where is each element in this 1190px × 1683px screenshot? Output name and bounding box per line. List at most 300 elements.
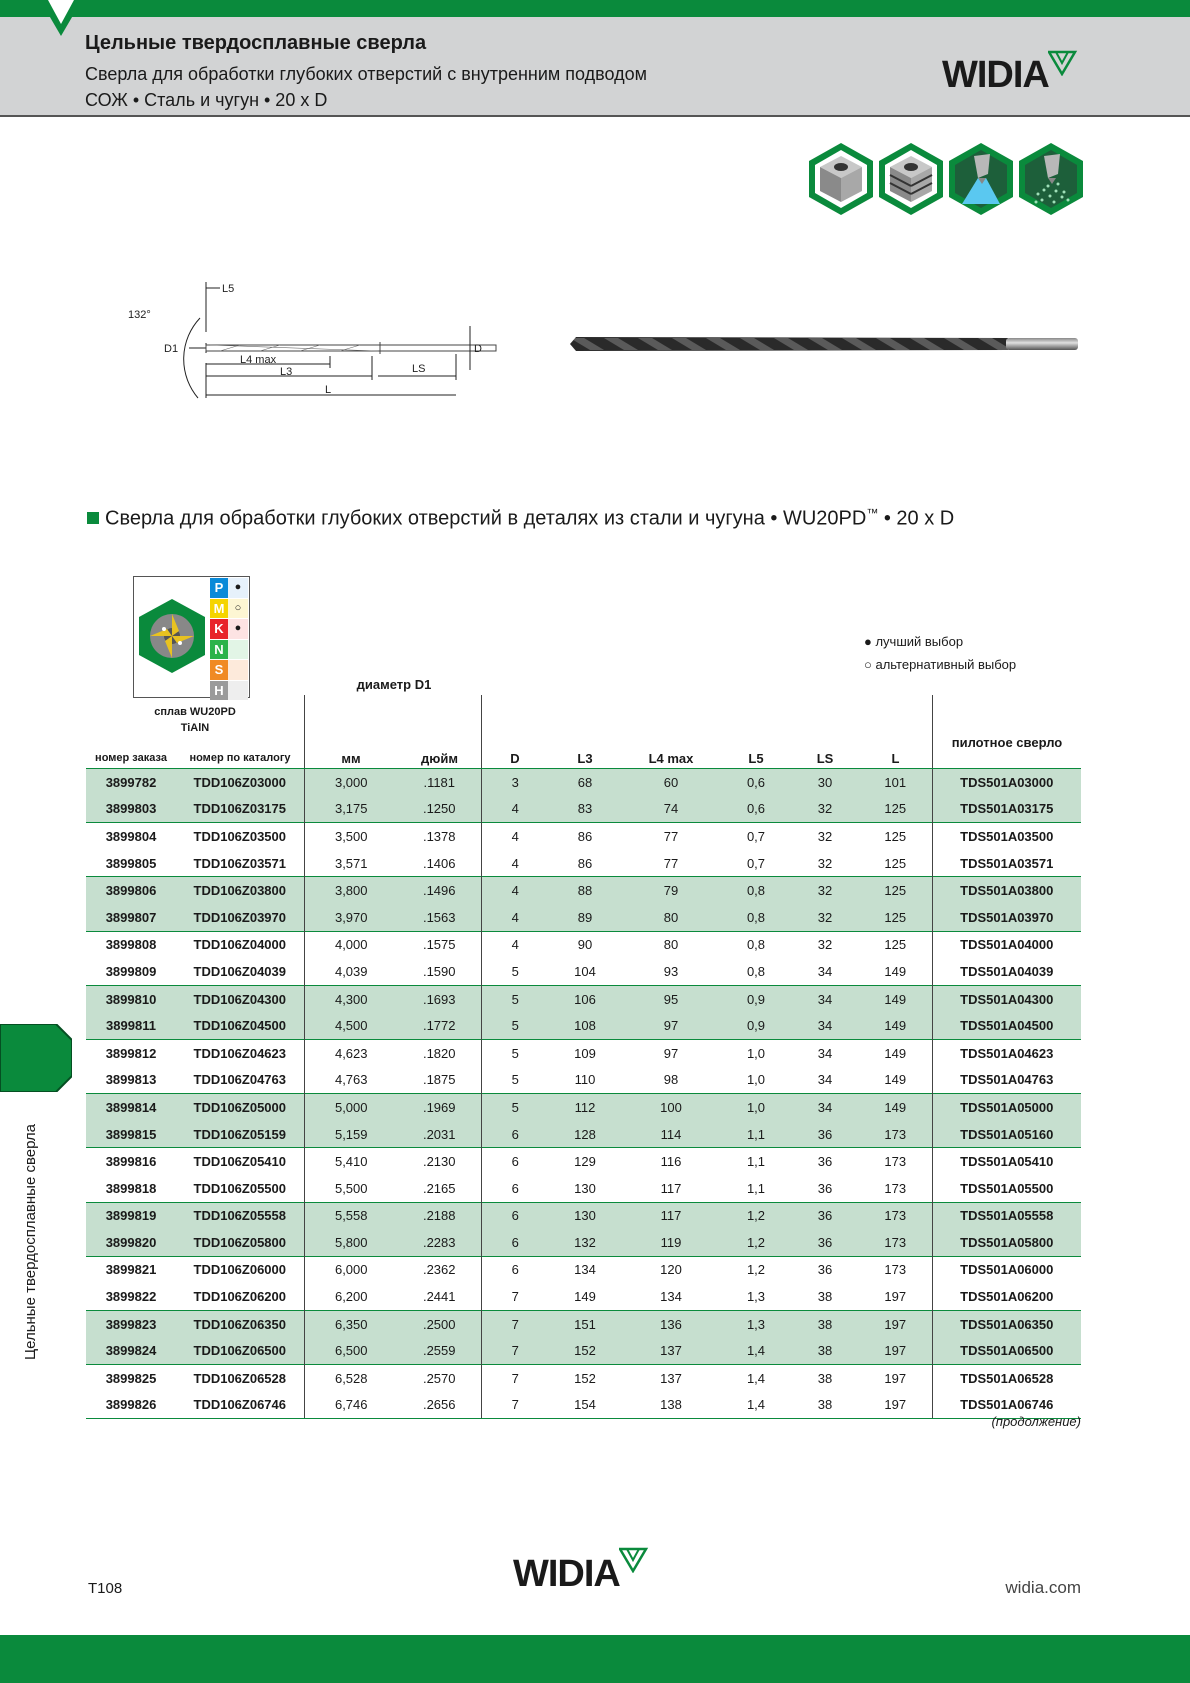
page-number: T108 xyxy=(88,1580,123,1597)
cell-l5: 0,7 xyxy=(721,823,791,850)
cell-l4max: 93 xyxy=(663,963,679,979)
cell-diameter-mm: 5,500 xyxy=(304,1175,398,1202)
cell-diameter-mm: 6,528 xyxy=(304,1365,398,1392)
col-l5: L5 xyxy=(748,751,764,766)
header-logo-text: WIDIA xyxy=(942,54,1049,96)
table-row xyxy=(86,823,1081,850)
cell-l5: 0,6 xyxy=(721,796,791,823)
cell-catalog-no: TDD106Z05500 xyxy=(193,1180,286,1196)
cell-d: 7 xyxy=(481,1365,549,1392)
cell-l4max: 74 xyxy=(621,796,721,823)
side-tab[interactable] xyxy=(0,1024,72,1092)
material-rating xyxy=(228,681,248,701)
cell-d: 5 xyxy=(481,985,549,1012)
cell-pilot-drill: TDS501A03500 xyxy=(932,823,1081,850)
cell-diameter-mm: 6,746 xyxy=(304,1392,398,1419)
table-row xyxy=(86,1012,1081,1039)
table-row xyxy=(86,931,1081,958)
cell-l4max: 137 xyxy=(621,1337,721,1364)
cell-pilot-drill: TDS501A04763 xyxy=(932,1067,1081,1094)
header-logo-mark xyxy=(1048,50,1078,76)
header-logo xyxy=(942,50,1077,100)
cell-l5: 1,3 xyxy=(746,1289,766,1305)
cell-l3: 110 xyxy=(574,1072,596,1088)
cell-l4max: 136 xyxy=(621,1310,721,1337)
cell-ls: 36 xyxy=(791,1229,859,1256)
drill-technical-drawing xyxy=(120,280,500,410)
cell-l5: 1,4 xyxy=(721,1337,791,1364)
table-row xyxy=(86,904,1081,931)
col-mm: мм xyxy=(341,751,361,766)
cell-ls: 34 xyxy=(791,985,859,1012)
cell-catalog-no: TDD106Z04623 xyxy=(176,1039,304,1066)
cell-l5: 0,8 xyxy=(721,904,791,931)
cell-d: 4 xyxy=(481,823,549,850)
cell-diameter-inch: .1820 xyxy=(398,1039,481,1066)
cell-l: 197 xyxy=(859,1392,932,1419)
cell-l5: 1,0 xyxy=(746,1072,766,1088)
cell-order-no: 3899806 xyxy=(86,877,176,904)
top-green-bar xyxy=(0,0,1190,17)
cell-diameter-inch: .2031 xyxy=(398,1121,481,1148)
cell-d: 5 xyxy=(481,1012,549,1039)
cell-order-no: 3899812 xyxy=(86,1039,176,1066)
material-row-k xyxy=(210,619,248,640)
application-icons xyxy=(808,142,1082,216)
material-row-p xyxy=(210,578,248,599)
cell-order-no: 3899803 xyxy=(86,796,176,823)
cell-d: 3 xyxy=(481,769,549,796)
section-title-trademark: ™ xyxy=(866,506,879,520)
cell-l: 197 xyxy=(859,1337,932,1364)
table-row xyxy=(86,1256,1081,1283)
col-ls: LS xyxy=(816,751,834,766)
side-tab-label: Цельные твердосплавные сверла xyxy=(22,1123,39,1360)
cell-ls: 34 xyxy=(791,1039,859,1066)
col-l: L xyxy=(891,751,900,766)
cell-l3: 151 xyxy=(549,1310,621,1337)
cell-l5: 0,8 xyxy=(721,877,791,904)
cell-diameter-mm: 3,970 xyxy=(304,904,398,931)
material-letter: H xyxy=(210,681,228,701)
cell-ls: 38 xyxy=(791,1365,859,1392)
table-row xyxy=(86,1121,1081,1148)
cell-ls: 38 xyxy=(791,1392,859,1419)
cell-l3: 130 xyxy=(549,1202,621,1229)
cell-ls: 34 xyxy=(791,1094,859,1121)
cell-ls: 32 xyxy=(791,931,859,958)
cell-ls: 38 xyxy=(791,1337,859,1364)
cell-l3: 149 xyxy=(574,1289,596,1305)
cell-d: 4 xyxy=(481,904,549,931)
cell-pilot-drill: TDS501A04300 xyxy=(932,985,1081,1012)
cell-l3: 128 xyxy=(549,1121,621,1148)
cell-diameter-mm: 3,500 xyxy=(304,823,398,850)
cell-diameter-inch: .1496 xyxy=(398,877,481,904)
material-row-m xyxy=(210,599,248,620)
material-rating xyxy=(228,660,248,680)
cell-diameter-inch: .1875 xyxy=(422,1072,456,1088)
cell-diameter-inch: .2500 xyxy=(398,1310,481,1337)
drawing-l5-label: L5 xyxy=(222,283,235,295)
cell-catalog-no: TDD106Z06500 xyxy=(176,1337,304,1364)
cell-pilot-drill: TDS501A05500 xyxy=(932,1175,1081,1202)
cell-l3: 132 xyxy=(549,1229,621,1256)
footer-logo-text: WIDIA xyxy=(513,1553,620,1595)
cell-l5: 0,6 xyxy=(721,769,791,796)
cell-l4max: 100 xyxy=(621,1094,721,1121)
cell-ls: 32 xyxy=(817,855,833,871)
cell-diameter-mm: 3,571 xyxy=(304,850,398,877)
table-row xyxy=(86,1365,1081,1392)
cell-catalog-no: TDD106Z04500 xyxy=(176,1012,304,1039)
section-title-suffix: • 20 x D xyxy=(878,507,955,530)
cell-order-no: 3899818 xyxy=(105,1180,157,1196)
cell-diameter-inch: .2165 xyxy=(422,1180,456,1196)
legend-best: ● лучший выбор xyxy=(864,634,964,649)
cell-diameter-mm: 3,000 xyxy=(304,769,398,796)
cell-diameter-inch: .2570 xyxy=(398,1365,481,1392)
bottom-green-bar xyxy=(0,1635,1190,1683)
cell-l: 149 xyxy=(859,1039,932,1066)
cell-l4max: 117 xyxy=(621,1202,721,1229)
cell-catalog-no: TDD106Z04039 xyxy=(193,963,286,979)
cell-pilot-drill: TDS501A03800 xyxy=(932,877,1081,904)
cell-l4max: 134 xyxy=(660,1289,682,1305)
cell-l: 125 xyxy=(859,931,932,958)
cell-l5: 1,2 xyxy=(721,1202,791,1229)
cell-l4max: 77 xyxy=(663,855,679,871)
grade-box xyxy=(133,576,250,698)
cell-d: 4 xyxy=(481,877,549,904)
cell-ls: 38 xyxy=(817,1289,833,1305)
section-bullet-icon xyxy=(87,512,99,524)
cell-ls: 32 xyxy=(791,823,859,850)
cell-l: 173 xyxy=(859,1121,932,1148)
cell-catalog-no: TDD106Z06350 xyxy=(176,1310,304,1337)
cell-d: 6 xyxy=(481,1256,549,1283)
cell-order-no: 3899808 xyxy=(86,931,176,958)
cell-l3: 130 xyxy=(574,1180,596,1196)
cell-d: 6 xyxy=(481,1175,549,1202)
cell-diameter-inch: .1693 xyxy=(398,985,481,1012)
cell-ls: 30 xyxy=(791,769,859,796)
cell-diameter-mm: 6,350 xyxy=(304,1310,398,1337)
cell-d: 5 xyxy=(481,1094,549,1121)
cell-l: 173 xyxy=(859,1256,932,1283)
col-catalog-no: номер по каталогу xyxy=(189,752,291,764)
material-row-h xyxy=(210,681,248,702)
cell-d: 4 xyxy=(481,796,549,823)
cell-order-no: 3899821 xyxy=(86,1256,176,1283)
cell-order-no: 3899813 xyxy=(105,1072,157,1088)
drawing-l-label: L xyxy=(325,384,332,396)
cell-catalog-no: TDD106Z03571 xyxy=(193,855,286,871)
cell-diameter-inch: .1406 xyxy=(422,855,456,871)
col-pilot: пилотное сверло xyxy=(951,735,1063,750)
cell-diameter-mm: 4,763 xyxy=(304,1067,398,1094)
cell-diameter-inch: .1181 xyxy=(398,769,481,796)
cell-d: 6 xyxy=(481,1148,549,1175)
cell-l: 173 xyxy=(859,1229,932,1256)
cell-order-no: 3899820 xyxy=(86,1229,176,1256)
cell-d: 6 xyxy=(481,1202,549,1229)
cell-catalog-no: TDD106Z05159 xyxy=(176,1121,304,1148)
drill-photo xyxy=(570,334,1080,354)
table-row xyxy=(86,1067,1081,1094)
cell-l5: 1,0 xyxy=(721,1039,791,1066)
cell-order-no: 3899804 xyxy=(86,823,176,850)
cell-catalog-no: TDD106Z05800 xyxy=(176,1229,304,1256)
cell-diameter-mm: 6,500 xyxy=(304,1337,398,1364)
cell-catalog-no: TDD106Z05410 xyxy=(176,1148,304,1175)
table-row xyxy=(86,1229,1081,1256)
table-row xyxy=(86,1283,1081,1310)
cell-l: 197 xyxy=(859,1365,932,1392)
cell-ls: 34 xyxy=(817,963,833,979)
cell-l3: 129 xyxy=(549,1148,621,1175)
cell-d: 6 xyxy=(481,1229,549,1256)
cell-diameter-mm: 4,000 xyxy=(304,931,398,958)
material-letter: S xyxy=(210,660,228,680)
cell-diameter-inch: .2283 xyxy=(398,1229,481,1256)
cell-order-no: 3899819 xyxy=(86,1202,176,1229)
cell-l4max: 120 xyxy=(621,1256,721,1283)
cell-diameter-inch: .2441 xyxy=(422,1289,456,1305)
cell-d: 4 xyxy=(481,931,549,958)
cell-diameter-inch: .1969 xyxy=(398,1094,481,1121)
cell-pilot-drill: TDS501A03175 xyxy=(932,796,1081,823)
cell-pilot-drill: TDS501A06500 xyxy=(932,1337,1081,1364)
cell-l4max: 114 xyxy=(621,1121,721,1148)
material-row-n xyxy=(210,640,248,661)
cell-pilot-drill: TDS501A06350 xyxy=(932,1310,1081,1337)
cell-l: 125 xyxy=(859,877,932,904)
drawing-l3-label: L3 xyxy=(280,366,293,378)
cell-ls: 32 xyxy=(791,796,859,823)
alloy-label xyxy=(130,704,260,736)
cell-pilot-drill: TDS501A05800 xyxy=(932,1229,1081,1256)
drill-table xyxy=(86,768,1081,1419)
cell-l: 173 xyxy=(884,1180,907,1196)
cell-l4max: 117 xyxy=(660,1180,682,1196)
header-divider-3 xyxy=(932,695,933,768)
drawing-ls-label: LS xyxy=(412,363,426,375)
cell-l4max: 60 xyxy=(621,769,721,796)
col-order-no: номер заказа xyxy=(95,752,167,764)
cell-order-no: 3899805 xyxy=(105,855,157,871)
cell-catalog-no: TDD106Z06000 xyxy=(176,1256,304,1283)
mist-coolant-icon xyxy=(1018,142,1084,216)
group-header-diameter: диаметр D1 xyxy=(356,677,432,692)
cell-catalog-no: TDD106Z04000 xyxy=(176,931,304,958)
cell-d: 7 xyxy=(481,1310,549,1337)
cell-l4max: 80 xyxy=(621,931,721,958)
section-title xyxy=(87,506,954,531)
cell-ls: 34 xyxy=(791,1012,859,1039)
table-row xyxy=(86,1039,1081,1066)
cell-pilot-drill: TDS501A05410 xyxy=(932,1148,1081,1175)
cell-l3: 134 xyxy=(549,1256,621,1283)
cell-pilot-drill: TDS501A04039 xyxy=(932,958,1081,985)
table-row xyxy=(86,1310,1081,1337)
alloy-line1: сплав WU20PD xyxy=(154,706,236,718)
cell-l3: 104 xyxy=(574,963,596,979)
cell-diameter-inch: .2559 xyxy=(398,1337,481,1364)
cell-l5: 1,1 xyxy=(721,1148,791,1175)
cell-pilot-drill: TDS501A04000 xyxy=(932,931,1081,958)
cell-l5: 1,2 xyxy=(721,1229,791,1256)
cell-diameter-mm: 4,623 xyxy=(304,1039,398,1066)
cell-l: 197 xyxy=(859,1310,932,1337)
cell-l3: 152 xyxy=(549,1337,621,1364)
cell-diameter-mm: 4,500 xyxy=(304,1012,398,1039)
cell-l5: 0,9 xyxy=(721,1012,791,1039)
cell-diameter-inch: .1772 xyxy=(398,1012,481,1039)
cell-l4max: 137 xyxy=(621,1365,721,1392)
drawing-angle-label: 132° xyxy=(128,309,151,321)
cell-l3: 68 xyxy=(549,769,621,796)
cell-pilot-drill: TDS501A04500 xyxy=(932,1012,1081,1039)
cell-catalog-no: TDD106Z05558 xyxy=(176,1202,304,1229)
cell-l: 125 xyxy=(859,823,932,850)
cell-l: 125 xyxy=(859,904,932,931)
cell-catalog-no: TDD106Z06746 xyxy=(176,1392,304,1419)
cell-catalog-no: TDD106Z03800 xyxy=(176,877,304,904)
cell-pilot-drill: TDS501A06200 xyxy=(932,1283,1081,1310)
cell-catalog-no: TDD106Z06200 xyxy=(193,1289,286,1305)
cell-l4max: 95 xyxy=(621,985,721,1012)
cell-l3: 89 xyxy=(549,904,621,931)
cell-l4max: 98 xyxy=(663,1072,679,1088)
table-row xyxy=(86,796,1081,823)
cell-l: 149 xyxy=(859,1094,932,1121)
cell-l5: 0,8 xyxy=(721,931,791,958)
cell-l: 101 xyxy=(859,769,932,796)
cell-l3: 83 xyxy=(549,796,621,823)
cell-pilot-drill: TDS501A06746 xyxy=(932,1392,1081,1419)
cell-catalog-no: TDD106Z04300 xyxy=(176,985,304,1012)
cell-diameter-mm: 6,200 xyxy=(304,1283,398,1310)
footer-logo xyxy=(513,1545,648,1595)
cell-order-no: 3899822 xyxy=(105,1289,157,1305)
alloy-line2: TiAlN xyxy=(180,722,210,734)
page-subtitle-line1: Сверла для обработки глубоких отверстий с внутренним подводом xyxy=(85,64,648,84)
cell-l4max: 138 xyxy=(621,1392,721,1419)
material-row-s xyxy=(210,660,248,681)
cell-diameter-inch: .1563 xyxy=(398,904,481,931)
cell-pilot-drill: TDS501A05000 xyxy=(932,1094,1081,1121)
cell-l4max: 77 xyxy=(621,823,721,850)
cell-ls: 38 xyxy=(791,1310,859,1337)
drill-cross-section-icon xyxy=(137,597,207,675)
cell-d: 5 xyxy=(481,1067,549,1094)
cell-l3: 108 xyxy=(549,1012,621,1039)
cell-order-no: 3899826 xyxy=(86,1392,176,1419)
cell-l4max: 80 xyxy=(621,904,721,931)
material-letter: N xyxy=(210,640,228,660)
cell-catalog-no: TDD106Z03175 xyxy=(176,796,304,823)
corner-notch xyxy=(40,0,82,38)
cell-order-no: 3899814 xyxy=(86,1094,176,1121)
material-codes xyxy=(210,578,248,701)
material-letter: P xyxy=(210,578,228,598)
cell-l: 149 xyxy=(884,1072,907,1088)
cell-order-no: 3899782 xyxy=(86,769,176,796)
cell-l: 173 xyxy=(859,1148,932,1175)
cell-catalog-no: TDD106Z03000 xyxy=(176,769,304,796)
cell-l3: 90 xyxy=(549,931,621,958)
material-rating xyxy=(228,640,248,660)
cell-ls: 36 xyxy=(791,1256,859,1283)
section-title-text: Сверла для обработки глубоких отверстий в деталях из стали и чугуна • WU20PD xyxy=(105,507,867,530)
stacked-material-icon xyxy=(878,142,944,216)
drawing-d-label: D xyxy=(474,343,482,355)
cell-l3: 106 xyxy=(549,985,621,1012)
legend-alternative: ○ альтернативный выбор xyxy=(864,657,1017,672)
col-d: D xyxy=(510,751,520,766)
cell-l: 125 xyxy=(859,796,932,823)
table-row xyxy=(86,1094,1081,1121)
cell-diameter-inch: .1575 xyxy=(398,931,481,958)
material-rating: ● xyxy=(228,578,248,598)
cell-d: 5 xyxy=(481,1039,549,1066)
material-rating: ● xyxy=(228,619,248,639)
cell-l3: 86 xyxy=(577,855,593,871)
footer-url[interactable]: widia.com xyxy=(1005,1578,1081,1597)
table-row xyxy=(86,1202,1081,1229)
cell-l: 173 xyxy=(859,1202,932,1229)
table-row xyxy=(86,1175,1081,1202)
cell-order-no: 3899816 xyxy=(86,1148,176,1175)
cell-d: 6 xyxy=(481,1121,549,1148)
drawing-d1-label: D1 xyxy=(164,343,179,355)
cell-l5: 1,4 xyxy=(721,1365,791,1392)
drawing-l4max-label: L4 max xyxy=(240,354,277,366)
cell-d: 5 xyxy=(481,958,549,985)
coolant-through-icon xyxy=(948,142,1014,216)
cell-l4max: 97 xyxy=(621,1039,721,1066)
cell-catalog-no: TDD106Z06528 xyxy=(176,1365,304,1392)
cell-order-no: 3899823 xyxy=(86,1310,176,1337)
cell-d: 7 xyxy=(481,1337,549,1364)
table-row xyxy=(86,850,1081,877)
cell-l5: 1,2 xyxy=(721,1256,791,1283)
footer-logo-mark xyxy=(619,1547,649,1573)
cell-ls: 36 xyxy=(791,1148,859,1175)
cell-order-no: 3899809 xyxy=(105,963,157,979)
cell-pilot-drill: TDS501A04623 xyxy=(932,1039,1081,1066)
cell-ls: 32 xyxy=(791,877,859,904)
cell-ls: 34 xyxy=(817,1072,833,1088)
cell-ls: 36 xyxy=(817,1180,833,1196)
cell-diameter-mm: 5,800 xyxy=(304,1229,398,1256)
cell-d: 7 xyxy=(481,1392,549,1419)
cell-order-no: 3899811 xyxy=(86,1012,176,1039)
cell-l: 125 xyxy=(884,855,907,871)
cell-pilot-drill: TDS501A03970 xyxy=(932,904,1081,931)
cell-diameter-mm: 5,000 xyxy=(304,1094,398,1121)
cell-l4max: 97 xyxy=(621,1012,721,1039)
cell-diameter-mm: 3,800 xyxy=(304,877,398,904)
page-subtitle-line2: СОЖ • Сталь и чугун • 20 x D xyxy=(85,90,328,110)
page-title: Цельные твердосплавные сверла xyxy=(85,32,427,54)
cell-diameter-inch: .1250 xyxy=(398,796,481,823)
cell-l5: 0,9 xyxy=(721,985,791,1012)
cell-diameter-mm: 4,039 xyxy=(304,958,398,985)
cell-catalog-no: TDD106Z03970 xyxy=(176,904,304,931)
cell-l4max: 79 xyxy=(621,877,721,904)
